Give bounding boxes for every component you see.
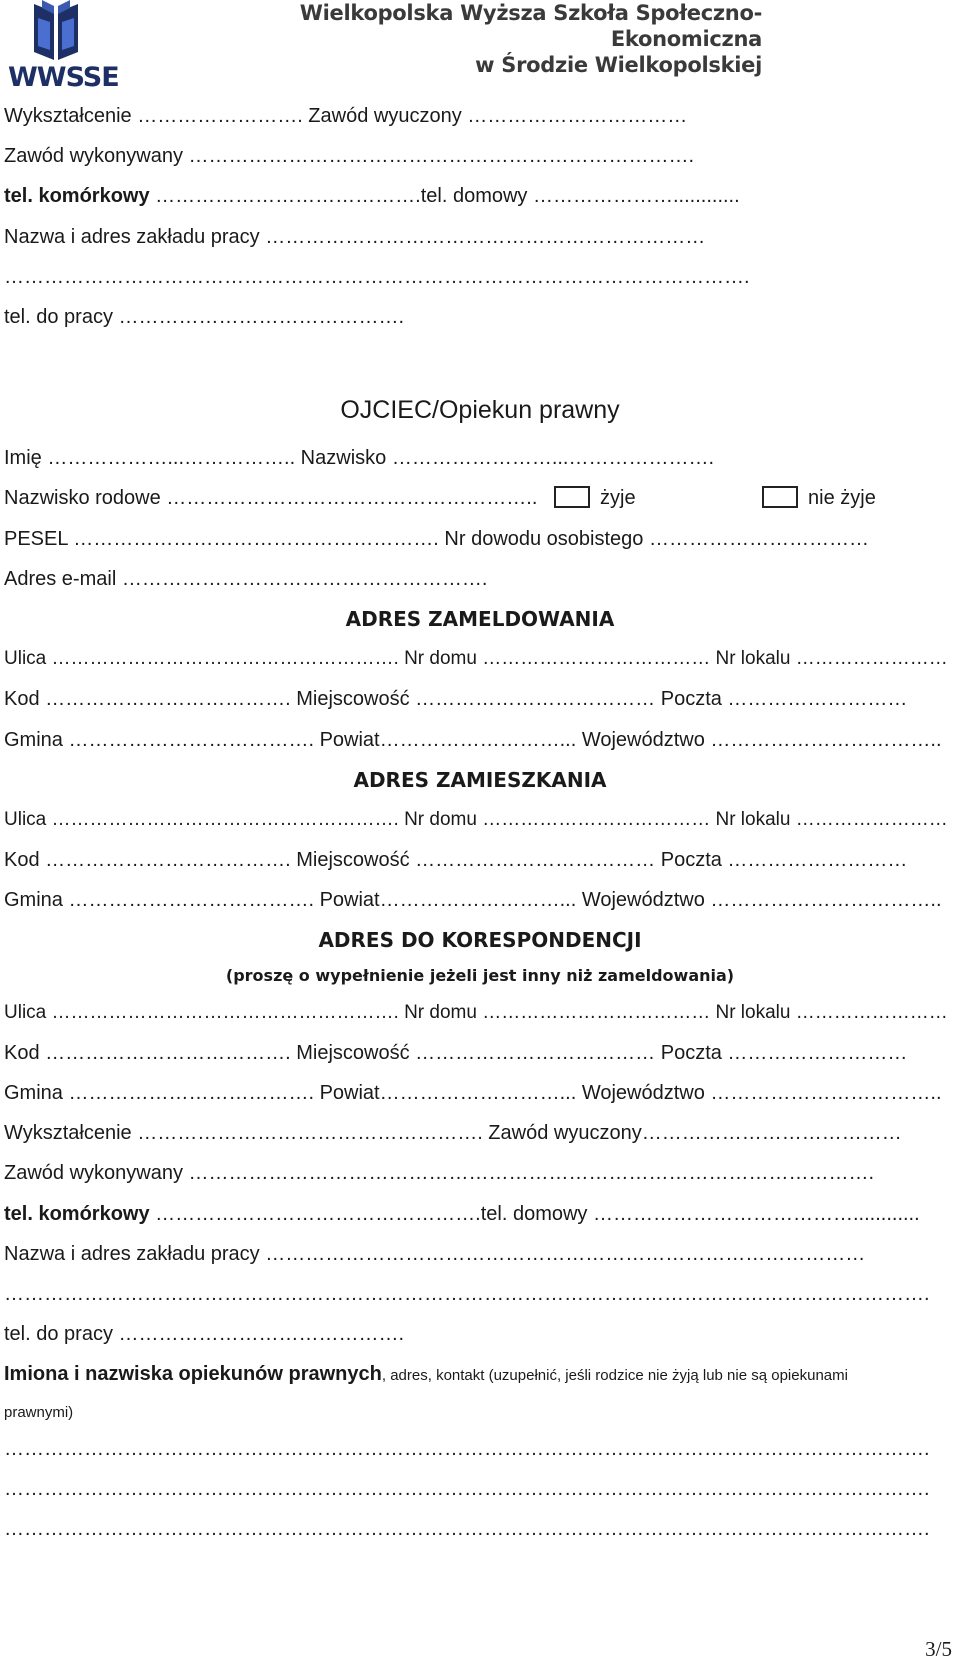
correspondence-district-field[interactable]: Gmina ………………………………. Powiat………………………... Województwo …………………………….. — [4, 1082, 942, 1104]
alive-checkbox[interactable] — [554, 484, 590, 508]
school-name-line1: Wielkopolska Wyższa Szkoła Społeczno-Ekonomiczna — [299, 1, 762, 51]
registered-address-heading: ADRES ZAMELDOWANIA — [345, 607, 615, 631]
father-phone-dots: ………………………………………….tel. domowy …………………………………............ — [149, 1203, 920, 1225]
correspondence-note: (proszę o wypełnienie jeżeli jest inny niż zameldowania) — [225, 966, 735, 985]
deceased-checkbox[interactable] — [762, 484, 798, 508]
education-field[interactable]: Wykształcenie ……………………. Zawód wyuczony …………………………… — [4, 105, 688, 127]
guardians-field-1[interactable]: …………………………………………………………………………………………………………………………. — [4, 1438, 930, 1460]
residence-street-field[interactable]: Ulica ………………………………………………. Nr domu ……………………………… Nr lokalu …………………… — [4, 809, 948, 830]
guardians-field-2[interactable]: …………………………………………………………………………………………………………………………. — [4, 1478, 930, 1500]
section-heading-father: OJCIEC/Opiekun prawny — [340, 396, 620, 424]
alive-label: żyje — [600, 487, 636, 509]
guardians-instruction — [4, 1362, 848, 1388]
correspondence-city-field[interactable]: Kod ………………………………. Miejscowość ……………………………… Poczta ……………………… — [4, 1042, 908, 1064]
father-education-field[interactable]: Wykształcenie ……………………………………………. Zawód wyuczony………………………………… — [4, 1122, 902, 1144]
residence-district-field[interactable]: Gmina ………………………………. Powiat………………………... Województwo …………………………….. — [4, 889, 942, 911]
correspondence-address-heading: ADRES DO KORESPONDENCJI — [318, 928, 642, 952]
father-profession-field[interactable]: Zawód wykonywany …………………………………………………………………………………………. — [4, 1162, 875, 1184]
father-workplace-field[interactable]: Nazwa i adres zakładu pracy ……………………………………………………………………………… — [4, 1243, 866, 1265]
correspondence-street-field[interactable]: Ulica ………………………………………………. Nr domu ……………………………… Nr lokalu …………………… — [4, 1002, 948, 1023]
email-field[interactable]: Adres e-mail ………………………………………………. — [4, 568, 488, 590]
work-phone-field[interactable]: tel. do pracy ……………………………………. — [4, 306, 405, 328]
page-number: 3/5 — [925, 1637, 952, 1661]
book-icon — [4, 0, 122, 66]
father-work-phone-field[interactable]: tel. do pracy ……………………………………. — [4, 1323, 405, 1345]
school-logo — [4, 0, 122, 92]
maiden-name-field[interactable]: Nazwisko rodowe ……………………………………………….. — [4, 487, 538, 509]
phone-field[interactable] — [4, 184, 740, 208]
guardians-hint: , adres, kontakt (uzupełnić, jeśli rodzice nie żyją lub nie są opiekunami — [381, 1367, 848, 1384]
mobile-label: tel. komórkowy — [4, 185, 150, 207]
residence-address-heading: ADRES ZAMIESZKANIA — [353, 768, 607, 792]
registered-city-field[interactable]: Kod ………………………………. Miejscowość ……………………………… Poczta ……………………… — [4, 688, 908, 710]
school-name-line2: w Środzie Wielkopolskiej — [475, 53, 762, 77]
residence-city-field[interactable]: Kod ………………………………. Miejscowość ……………………………… Poczta ……………………… — [4, 849, 908, 871]
guardians-label: Imiona i nazwiska opiekunów prawnych — [4, 1363, 382, 1385]
logo-text: WWSSE — [8, 62, 119, 93]
registered-street-field[interactable]: Ulica ………………………………………………. Nr domu ……………………………… Nr lokalu …………………… — [4, 648, 948, 669]
guardians-hint-continued: prawnymi) — [4, 1404, 74, 1421]
school-name — [242, 0, 762, 78]
workplace-field[interactable]: Nazwa i adres zakładu pracy ………………………………………………………… — [4, 226, 706, 248]
deceased-label: nie żyje — [808, 487, 876, 509]
father-workplace-field-continued[interactable]: …………………………………………………………………………………………………………………………. — [4, 1283, 930, 1305]
workplace-field-continued[interactable]: …………………………………………………………………………………………………. — [4, 266, 750, 288]
father-phone-field[interactable] — [4, 1202, 920, 1226]
first-last-name-field[interactable]: Imię ………………...…………….. Nazwisko ……………………...…………………. — [4, 447, 715, 469]
pesel-id-field[interactable]: PESEL ………………………………………………. Nr dowodu osobistego …………………………… — [4, 528, 869, 550]
phone-dots: ………………………………….tel. domowy …………………............ — [149, 185, 740, 207]
father-mobile-label: tel. komórkowy — [4, 1203, 150, 1225]
registered-district-field[interactable]: Gmina ………………………………. Powiat………………………... Województwo …………………………….. — [4, 729, 942, 751]
profession-field[interactable]: Zawód wykonywany …………………………………………………………………. — [4, 145, 695, 167]
guardians-field-3[interactable]: …………………………………………………………………………………………………………………………. — [4, 1518, 930, 1540]
